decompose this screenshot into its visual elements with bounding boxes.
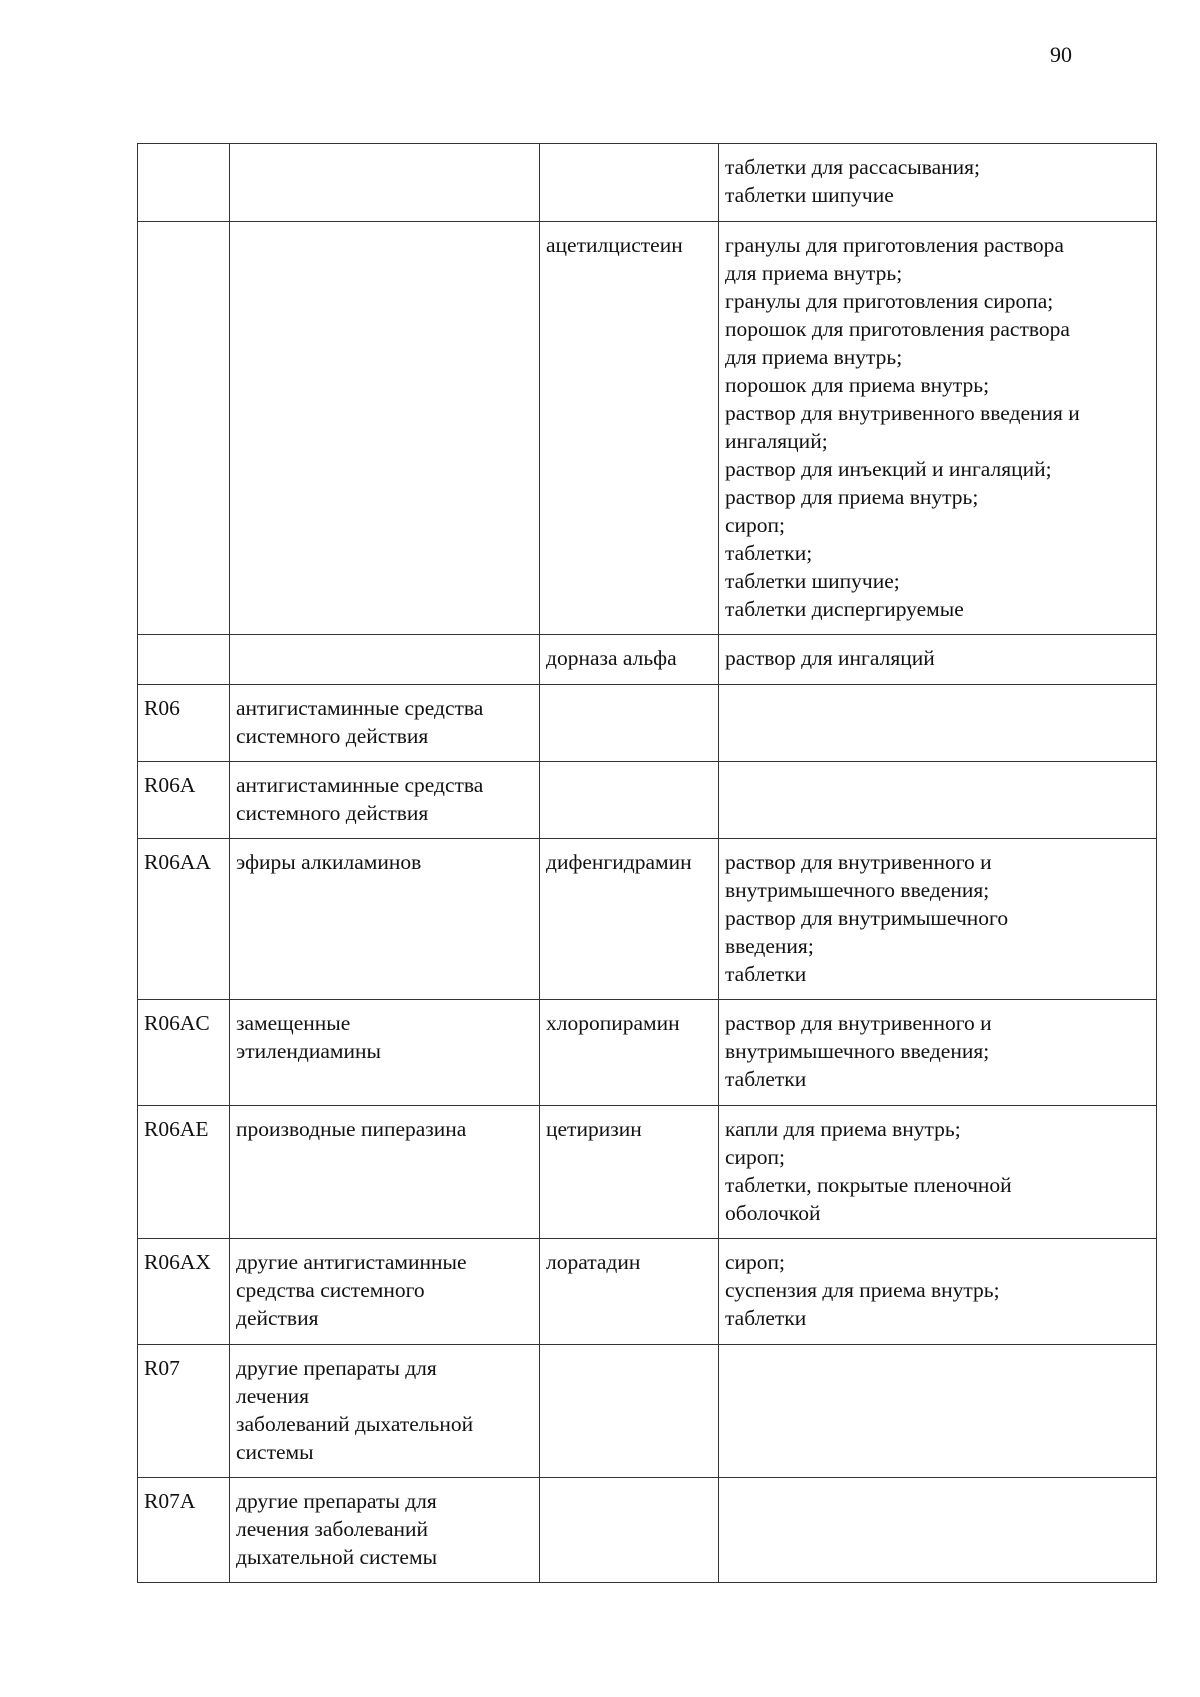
table-row [138,762,1157,839]
dosage-form-line: раствор для внутривенного введения и [725,401,1080,425]
table-row [138,635,1157,685]
dosage-form-cell [719,1000,1157,1106]
group-text-line: действия [236,1306,319,1330]
dosage-form-line: таблетки [725,1067,807,1091]
dosage-form-line: порошок для приготовления раствора [725,317,1070,341]
dosage-form-cell [719,1345,1157,1478]
group-text-line: дыхательной системы [236,1545,438,1569]
drug-name-cell: ацетилцистеин [540,222,719,635]
anatomical-therapeutic-group-cell [230,1478,540,1583]
anatomical-therapeutic-group-cell [230,839,540,1000]
anatomical-therapeutic-group-cell [230,635,540,685]
atc-code-cell: R06AC [138,1000,230,1106]
atc-code-cell: R07 [138,1345,230,1478]
dosage-form-cell [719,222,1157,635]
dosage-form-cell [719,144,1157,222]
dosage-form-line: раствор для внутримышечного [725,906,1009,930]
anatomical-therapeutic-group-cell [230,685,540,762]
table-row [138,1239,1157,1345]
drug-table [137,143,1157,1583]
dosage-form-cell [719,762,1157,839]
group-text-line: средства системного [236,1278,425,1302]
table-row [138,1000,1157,1106]
table-row [138,1345,1157,1478]
dosage-form-cell [719,1239,1157,1345]
table-row [138,839,1157,1000]
anatomical-therapeutic-group-cell [230,222,540,635]
dosage-form-line: гранулы для приготовления раствора [725,233,1064,257]
dosage-form-line: таблетки, покрытые пленочной [725,1173,1012,1197]
table-row [138,1106,1157,1239]
group-text-line: системного действия [236,724,429,748]
dosage-form-line: для приема внутрь; [725,261,903,285]
dosage-form-line: таблетки шипучие [725,183,894,207]
atc-code-cell: R06A [138,762,230,839]
dosage-form-line: гранулы для приготовления сиропа; [725,289,1054,313]
atc-code-cell: R06AX [138,1239,230,1345]
anatomical-therapeutic-group-cell [230,1239,540,1345]
anatomical-therapeutic-group-cell [230,1106,540,1239]
drug-name-cell: хлоропирамин [540,1000,719,1106]
dosage-form-line: таблетки [725,962,807,986]
table-row [138,144,1157,222]
group-text-line: системы [236,1440,314,1464]
dosage-form-cell [719,685,1157,762]
anatomical-therapeutic-group-cell [230,1345,540,1478]
drug-name-cell [540,762,719,839]
atc-code-cell [138,144,230,222]
dosage-form-line: ингаляций; [725,429,828,453]
dosage-form-line: раствор для внутривенного и [725,1011,992,1035]
atc-code-cell: R06 [138,685,230,762]
table-row [138,222,1157,635]
dosage-form-line: раствор для инъекций и ингаляций; [725,457,1052,481]
dosage-form-line: раствор для приема внутрь; [725,485,979,509]
dosage-form-line: таблетки; [725,541,813,565]
table-body [138,144,1157,1583]
atc-code-cell [138,635,230,685]
dosage-form-line: таблетки [725,1306,807,1330]
dosage-form-cell [719,839,1157,1000]
group-text-line: системного действия [236,801,429,825]
group-text-line: этилендиамины [236,1039,381,1063]
anatomical-therapeutic-group-cell [230,762,540,839]
table-row [138,685,1157,762]
dosage-form-line: таблетки для рассасывания; [725,155,980,179]
atc-code-cell: R07A [138,1478,230,1583]
dosage-form-line: сироп; [725,1145,786,1169]
drug-name-cell [540,144,719,222]
dosage-form-line: сироп; [725,1250,786,1274]
dosage-form-line: внутримышечного введения; [725,1039,990,1063]
atc-code-cell: R06AA [138,839,230,1000]
dosage-form-line: раствор для внутривенного и [725,850,992,874]
dosage-form-line: внутримышечного введения; [725,878,990,902]
dosage-form-line: раствор для ингаляций [725,646,935,670]
anatomical-therapeutic-group-cell [230,144,540,222]
group-text-line: производные пиперазина [236,1117,467,1141]
dosage-form-line: для приема внутрь; [725,345,903,369]
drug-name-cell [540,1478,719,1583]
dosage-form-line: введения; [725,934,814,958]
group-text-line: заболеваний дыхательной [236,1412,474,1436]
group-text-line: лечения заболеваний [236,1517,429,1541]
group-text-line: другие препараты для [236,1356,437,1380]
dosage-form-line: капли для приема внутрь; [725,1117,961,1141]
group-text-line: лечения [236,1384,309,1408]
drug-name-cell: дорназа альфа [540,635,719,685]
drug-name-cell: лоратадин [540,1239,719,1345]
drug-name-cell [540,1345,719,1478]
atc-code-cell [138,222,230,635]
dosage-form-line: таблетки диспергируемые [725,597,964,621]
group-text-line: антигистаминные средства [236,773,484,797]
group-text-line: эфиры алкиламинов [236,850,422,874]
dosage-form-line: оболочкой [725,1201,821,1225]
group-text-line: другие препараты для [236,1489,437,1513]
table-row [138,1478,1157,1583]
group-text-line: антигистаминные средства [236,696,484,720]
dosage-form-cell [719,1106,1157,1239]
group-text-line: другие антигистаминные [236,1250,467,1274]
dosage-form-cell [719,635,1157,685]
anatomical-therapeutic-group-cell [230,1000,540,1106]
dosage-form-line: порошок для приема внутрь; [725,373,990,397]
atc-code-cell: R06AE [138,1106,230,1239]
drug-name-cell [540,685,719,762]
dosage-form-cell [719,1478,1157,1583]
dosage-form-line: сироп; [725,513,786,537]
dosage-form-line: таблетки шипучие; [725,569,900,593]
group-text-line: замещенные [236,1011,351,1035]
drug-name-cell: цетиризин [540,1106,719,1239]
dosage-form-line: суспензия для приема внутрь; [725,1278,1000,1302]
page-number: 90 [1050,42,1072,67]
drug-name-cell: дифенгидрамин [540,839,719,1000]
